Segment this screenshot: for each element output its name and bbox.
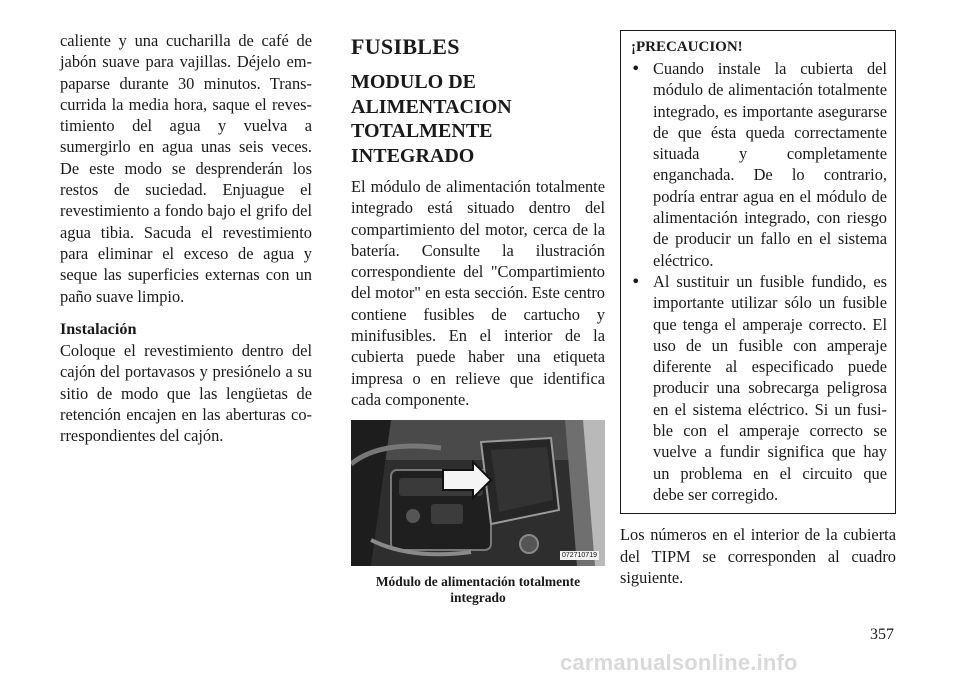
cleaning-paragraph: caliente y una cucharilla de café de jabón suave para vajillas. Déjelo empaparse durante 30 minutos. Transcurrida la media hora, saque el revestimiento del agua y vuelva a sumergirlo en agua unas seis veces. De este modo se desprenderán los restos de suciedad. Enjuague el revestimiento a fondo bajo el grifo del agua tibia. Sacuda el revestimiento para eliminar el exceso de agua y seque las superficies externas con un paño suave limpio. xyxy=(60,31,312,306)
photo-reference-code: 072710719 xyxy=(561,552,597,560)
caution-bullet xyxy=(631,271,887,505)
engine-compartment-illustration xyxy=(351,420,605,566)
caution-bullet xyxy=(631,58,887,271)
subsection-heading-tipm: MODULO DE ALIMENTACION TOTALMENTE INTEGRADO xyxy=(351,71,512,167)
section-heading-fusibles: FUSIBLES xyxy=(351,34,460,59)
installation-paragraph: Coloque el revestimiento dentro del cajón del portavasos y presiónelo a su sitio de modo que las lengüetas de retención encajen en las aberturas correspondientes del cajón. xyxy=(60,341,312,446)
right-column xyxy=(620,30,896,588)
tipm-numbers-paragraph: Los números en el interior de la cubierta del TIPM se corresponden al cuadro siguiente. xyxy=(620,525,896,587)
caution-box xyxy=(620,30,896,514)
left-column xyxy=(60,30,312,447)
page-number: 357 xyxy=(870,626,894,643)
middle-column xyxy=(351,30,605,606)
installation-heading: Instalación xyxy=(60,319,137,338)
fuse-module-photo xyxy=(351,420,605,566)
photo-caption: Módulo de alimentación totalmente integrado xyxy=(375,574,581,606)
bullet-dot-icon: • xyxy=(631,59,641,78)
caution-title: ¡PRECAUCION! xyxy=(631,39,743,55)
caution-bullet-text: Al sustituir un fusible fundido, es importante utilizar sólo un fusible que tenga el amperaje correcto. El uso de un fusible con amperaje diferente al especificado puede producir una sobrecarga peligrosa en el sistema eléctrico. Si un fusible con el amperaje correcto se vuelve a fundir significa que hay un problema en el circuito que debe ser corregido. xyxy=(653,271,887,504)
caution-bullet-text: Cuando instale la cubierta del módulo de alimentación totalmente integrado, es importante asegurarse de que ésta queda correctamente situada y completamente enganchada. De lo contrario, podría entrar agua en el módulo de alimentación integrado, con riesgo de producir un fallo en el sistema eléctrico. xyxy=(653,59,887,270)
bullet-dot-icon: • xyxy=(631,271,641,291)
tipm-paragraph: El módulo de alimentación totalmente integrado está situado dentro del compartimiento del motor, cerca de la batería. Consulte la ilustración correspondiente del "Compartimiento del motor" en esta sección. Este centro contiene fusibles de cartucho y minifusibles. En el interior de la cubierta puede haber una etiqueta impresa o en relieve que identifica cada componente. xyxy=(351,177,605,409)
watermark: carmanualsonline.info xyxy=(560,650,798,675)
